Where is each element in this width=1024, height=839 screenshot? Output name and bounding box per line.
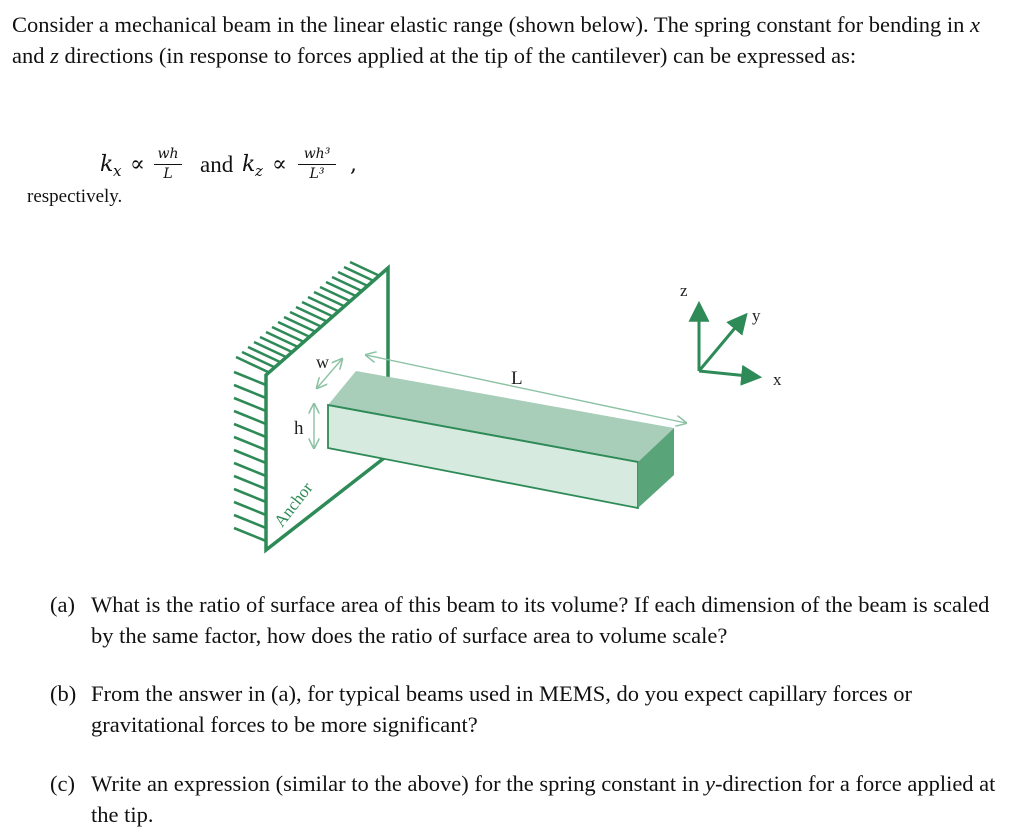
- kx-subscript: x: [113, 162, 122, 180]
- intro-text-1: Consider a mechanical beam in the linear elastic range (shown below). The spring constant for bending in: [12, 12, 971, 37]
- kx-numerator: wh: [157, 146, 179, 162]
- label-w: w: [316, 352, 329, 372]
- intro-var-z: z: [50, 42, 59, 68]
- x-axis-arrow: [699, 371, 758, 377]
- label-l: L: [511, 368, 523, 389]
- question-b-text: From the answer in (a), for typical beams used in MEMS, do you expect capillary forces or gravitational forces to be more significant?: [91, 681, 913, 737]
- y-axis-arrow: [699, 316, 745, 371]
- intro-text-3: directions (in response to forces applied at the tip of the cantilever) can be expressed as:: [58, 42, 857, 68]
- kz-symbol: k: [242, 152, 256, 177]
- label-h: h: [294, 418, 304, 439]
- respectively-text: respectively.: [27, 186, 123, 207]
- axis-z-label: z: [680, 281, 688, 300]
- question-c-text: [91, 769, 1001, 830]
- axis-x-label: x: [773, 370, 782, 389]
- question-c-text-2: -direction for a force applied at the tip.: [91, 771, 996, 827]
- label-anchor: Anchor: [270, 478, 317, 531]
- intro-text-2: and: [12, 42, 51, 68]
- kx-denominator: L: [163, 166, 173, 182]
- and-text: and: [200, 152, 234, 177]
- question-b-label: (b): [50, 681, 77, 706]
- question-c-text-1: Write an expression (similar to the above) for the spring constant in: [91, 771, 705, 796]
- proportional-symbol-1: ∝: [130, 152, 145, 177]
- axis-y-label: y: [752, 306, 761, 325]
- question-a-label: (a): [50, 592, 75, 617]
- kz-numerator: wh³: [303, 146, 331, 162]
- kx-symbol: k: [100, 152, 114, 177]
- axis-triad: [699, 305, 758, 377]
- kz-subscript: z: [255, 162, 263, 180]
- intro-var-x: x: [970, 12, 981, 37]
- proportional-symbol-2: ∝: [272, 152, 287, 177]
- question-c-var-y: y: [704, 771, 715, 796]
- question-c-label: (c): [50, 771, 75, 796]
- kz-denominator: L³: [309, 166, 325, 182]
- formula-comma: ,: [350, 152, 357, 177]
- question-a-text: What is the ratio of surface area of this beam to its volume? If each dimension of the beam is scaled by the same factor, how does the ratio of surface area to volume scale?: [91, 592, 990, 648]
